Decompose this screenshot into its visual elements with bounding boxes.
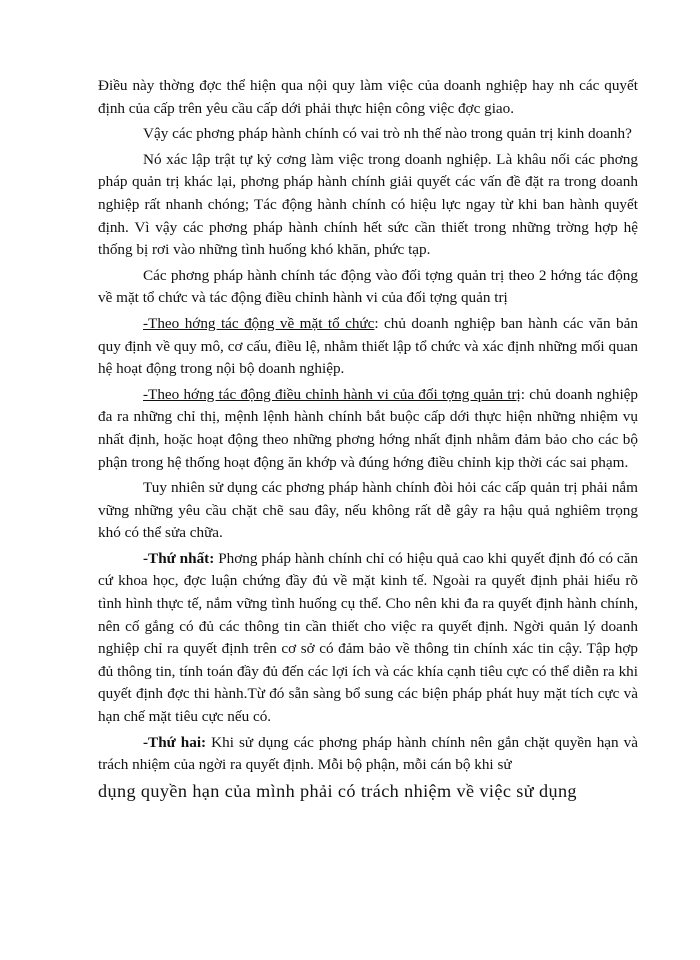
text-second: Khi sử dụng các phơng pháp hành chính nên gắn chặt quyền hạn và trách nhiệm của ngời ra quyết định. Mỗi bộ phận, mỗi cán bộ khi sử: [98, 733, 638, 774]
paragraph-question: Vậy các phơng pháp hành chính có vai trò nh thế nào trong quản trị kinh doanh?: [143, 125, 632, 143]
label-second: -Thứ hai:: [143, 733, 207, 751]
paragraph-behavioral: [98, 384, 638, 474]
paragraph-large-line: dụng quyền hạn của mình phải có trách nhiệm về việc sử dụng: [98, 780, 577, 801]
heading-organizational: -Theo hớng tác động về mặt tổ chức: [143, 314, 375, 332]
paragraph-two-directions: Các phơng pháp hành chính tác động vào đối tợng quản trị theo 2 hớng tác động về mặt tổ chức và tác động điều chỉnh hành vi của đối tợng quản trị: [98, 266, 638, 307]
label-first: -Thứ nhất:: [143, 549, 215, 567]
paragraph-second-requirement: [98, 732, 638, 777]
document-body: [98, 75, 638, 808]
paragraph-continuation: Điều này thờng đợc thể hiện qua nội quy làm việc của doanh nghiệp hay nh các quyết định của cấp trên yêu cầu cấp dới phải thực hiện công việc đợc giao.: [98, 77, 638, 117]
text-organizational: : chủ doanh nghiệp ban hành các văn bản quy định về quy mô, cơ cấu, điều lệ, nhằm thiết lập tổ chức và xác định những mối quan hệ hoạt động trong nội bộ doanh nghiệp.: [98, 314, 638, 378]
paragraph-first-requirement: [98, 548, 638, 729]
text-first: Phơng pháp hành chính chỉ có hiệu quả cao khi quyết định đó có căn cứ khoa học, đợc luận chứng đầy đủ về mặt kinh tế. Ngoài ra quyết định phải hiểu rõ tình hình thực tế, nắm vững tình huống cụ thể. Cho nên khi đa ra quyết định hành chính, nên cố gắng có đủ các thông tin cần thiết cho việc ra quyết định. Ngời quản lý doanh nghiệp chỉ ra quyết định trên cơ sở có đảm bảo về thông tin chính xác tin cậy. Tập hợp đủ thông tin, tính toán đầy đủ đến các lợi ích và các khía cạnh tiêu cực có thể diễn ra khi quyết định đợc thi hành.Từ đó sẵn sàng bổ sung các biện pháp phát huy mặt tích cực và hạn chế mặt tiêu cực nếu có.: [98, 549, 638, 726]
paragraph-requirements: Tuy nhiên sử dụng các phơng pháp hành chính đòi hỏi các cấp quản trị phải nắm vững những yêu cầu chặt chẽ sau đây, nếu không rất dễ gây ra hậu quả nghiêm trọng khó có thể sửa chữa.: [98, 479, 638, 542]
heading-behavioral: -Theo hớng tác động điều chỉnh hành vi của đối tợng quản trị: [143, 385, 521, 403]
text-behavioral: : chủ doanh nghiệp đa ra những chỉ thị, mệnh lệnh hành chính bắt buộc cấp dới thực hiện những nhiệm vụ nhất định, hoặc hoạt động theo những phơng hớng nhất định nhằm đảm bảo cho các bộ phận trong hệ thống hoạt động ăn khớp và đúng hớng điều chỉnh kịp thời các sai phạm.: [98, 385, 638, 471]
paragraph-role: Nó xác lập trật tự kỷ cơng làm việc trong doanh nghiệp. Là khâu nối các phơng pháp quản trị khác lại, phơng pháp hành chính giải quyết các vấn đề đặt ra trong doanh nghiệp rất nhanh chóng; Tác động hành chính có hiệu lực ngay từ khi ban hành quyết định. Vì vậy các phơng pháp hành chính hết sức cần thiết trong những trờng hợp hệ thống bị rơi vào những tình huống khó khăn, phức tạp.: [98, 150, 638, 259]
paragraph-organizational: [98, 313, 638, 381]
